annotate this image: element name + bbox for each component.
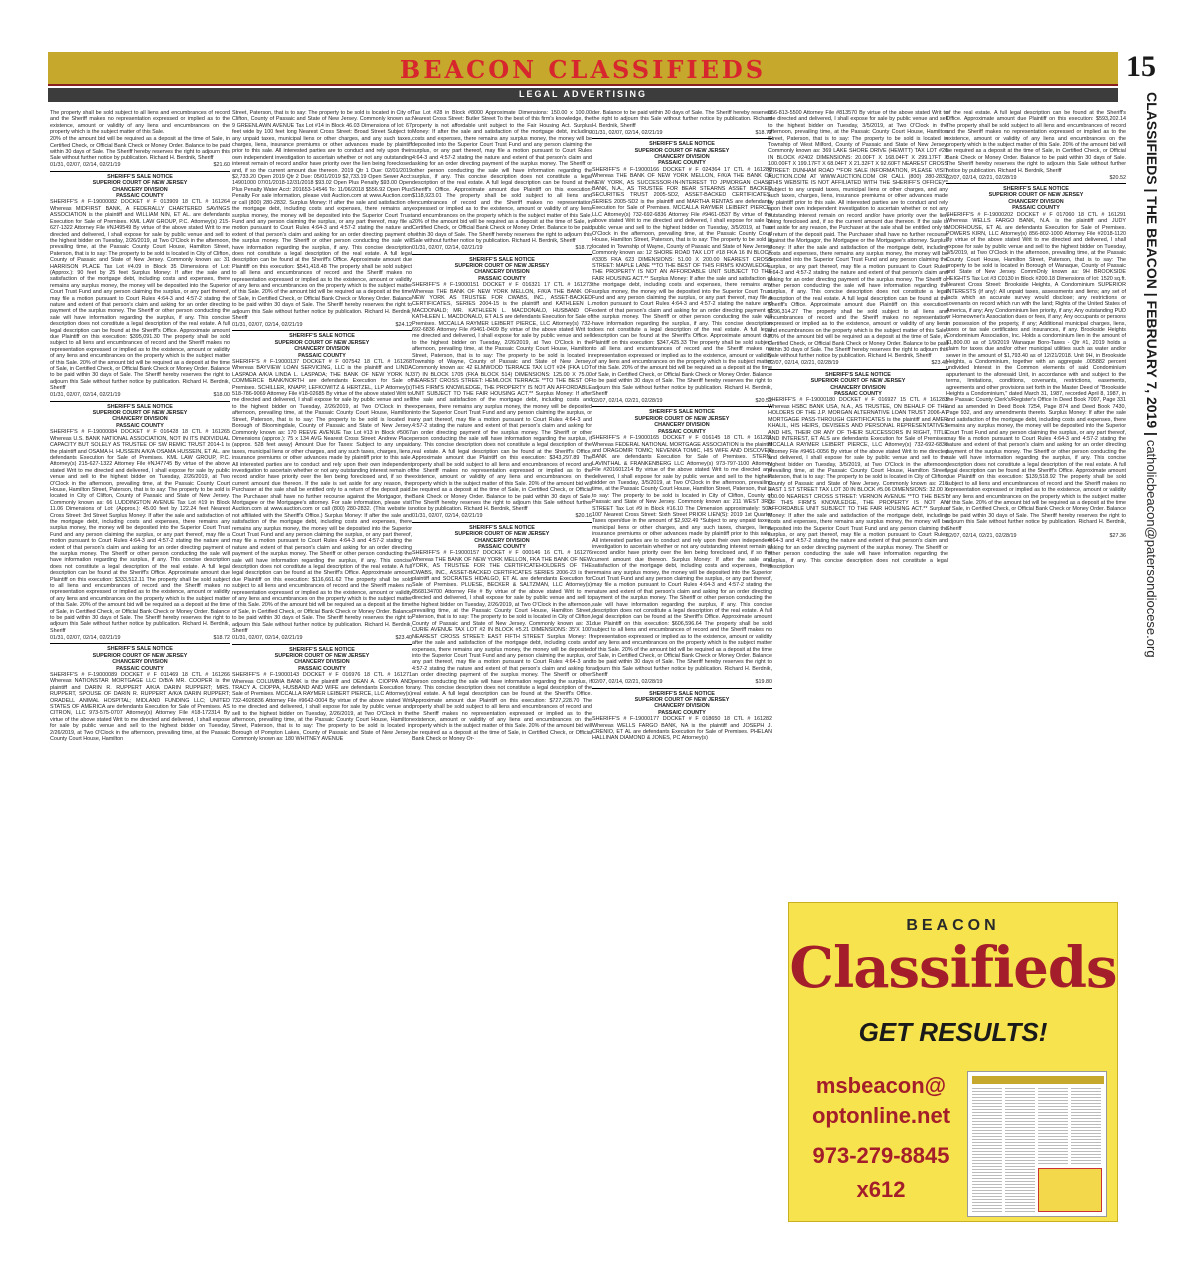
notice-text: SHERIFF'S # F-19000177 DOCKET # F 018650 18 CTL # 161282 Whereas WELLS FARGO BANK, NA is the plaintiff and JOSEPH J. CRENIO, ET AL are defendants Execution for Sale of Premises. PHELAN HALLINAN DIAMOND & JONES, PC Attorney(s) [592, 716, 772, 742]
notice-divider [232, 644, 412, 645]
notice-heading: SUPERIOR COURT OF NEW JERSEY [634, 415, 730, 422]
notice-publication-row [592, 679, 772, 685]
notice-publication-row [768, 360, 948, 366]
ad-headline: Classifieds [789, 935, 1117, 1001]
notice-divider [592, 138, 772, 139]
notice-divider [768, 369, 948, 370]
notice-heading: CHANCERY DIVISION [830, 384, 886, 391]
notice-price: $20.52 [755, 398, 772, 405]
notice-heading: SUPERIOR COURT OF NEW JERSEY [634, 696, 730, 703]
notice-heading: SUPERIOR COURT OF NEW JERSEY [92, 652, 188, 659]
ad-contact [801, 1071, 961, 1205]
notice-divider [232, 330, 412, 331]
notice-heading: SUPERIOR COURT OF NEW JERSEY [810, 378, 906, 385]
publication-dates: 01/31, 02/07, 02/14, 02/21/19 [592, 129, 663, 136]
side-strip [1122, 92, 1162, 1222]
notice-text: SHERIFF'S # F-19000151 DOCKET # F 016321 17 CTL # 161273 Whereas THE BANK OF NEW YORK MELLON, F/K/A THE BANK OF NEW YORK AS TRUSTEE FOR CWABS, INC., ASSET-BACKED CERTIFICATES, SERIES 2004-15 is the plaintiff and KATHLEEN L. MACDONALD; MR. KATHLEEN L. MACDONALD, HUSBAND OF KATHLEEN L. MACDONALD, ET ALS are defendants Execution for Sale of Premises. MCCALLA RAYMER LEIBERT PIERCE, LLC Attorney(s) 732-692-6836 Attorney File #9461-0409 By virtue of the above stated Writ to me directed and delivered, I shall expose for sale by public venue and sell to the highest bidder on Tuesday, 2/26/2019, at Two O'Clock in the afternoon, prevailing time, at the Passaic County Court House, Hamilton Street, Paterson, that is to say: The property to be sold is located in Township of Wayne, County of Passaic and State of New Jersey. Commonly known as: 42 ELMWOOD TERRACE TAX LOT #24 (FKA LOT 37) IN BLOCK 1705 (FKA BLOCK 514) DIMENSIONS: 125.00 X 75.00 NEAREST CROSS STREET: HEMLOCK TERRACE **TO THE BEST OF THIS FIRM'S KNOWLEDGE, THE PROPERTY IS NOT AN AFFORDABLE UNIT SUBJECT TO THE FAIR HOUSING ACT.** Surplus Money: If after the sale and satisfaction of the mortgage debt, including costs and expenses, there remains any surplus money, the money will be deposited into the Superior Court Trust Fund and any person claiming the surplus, or any part thereof, may file a motion pursuant to Court Rules 4:64-3 and 4:57-2 stating the nature and extent of that person's claim and asking for an order directing payment of the surplus money. The Sheriff or other person conducting the sale will have information regarding the surplus, if any. This concise description does not constitute a legal description of the real estate. A full legal description can be found at the Sheriff's Office. Approximate amount due Plaintiff on this execution: $343,297.89 The property shall be sold subject to all liens and encumbrances of record and the Sheriff makes no representation expressed or implied as to the existence, amount or validity of any liens and encumbrances on the property which is the subject matter of this Sale. 20% of the amount bid will be required as a deposit at the time of Sale, in Certified Check, or Official Bank Check or Money Order. Balance to be paid within 30 days of Sale. The Sheriff hereby reserves the right to adjourn this Sale without further notice by publication. Richard H. Berdnik, Sheriff [412, 282, 592, 513]
notice-heading: SHERIFF'S SALE NOTICE [1003, 186, 1069, 193]
side-label [1144, 92, 1160, 1222]
side-label-text: CLASSIFIEDS | THE BEACON | FEBRUARY 7, 2019 | [1144, 92, 1160, 436]
notice-heading: SUPERIOR COURT OF NEW JERSEY [454, 531, 550, 538]
notice-text: SHERIFF'S # F-19000089 DOCKET # F 011469 18 CTL # 161266 Whereas NATIONSTAR MORTGAGE LLC D/B/A MR. COOPER is the plaintiff and DARIN R. RUPPERT A/K/A DARIN RUPPERT; MRS. RUPPERT, SPOUSE OF DARIN R. RUPPERT A/K/A DARIN RUPPERT; ORADELL ANIMAL HOSPITAL; MIDLAND FUNDING LLC; UNITED STATES OF AMERICA are defendants Execution for Sale of Premises. AS CITRON, LLC 973-575-0707 Attorney(s) Attorney File #18-172314 By virtue of the above stated Writ to me directed and delivered, I shall expose for sale by public venue and sell to the highest bidder on Tuesday, 2/26/2019, at Two O'Clock in the afternoon, prevailing time, at the Passaic County Court House, Hamilton [50, 671, 230, 742]
notice-price: $18.00 [213, 392, 230, 399]
notice-heading: SHERIFF'S SALE NOTICE [107, 403, 173, 410]
notice-heading: SHERIFF'S SALE NOTICE [649, 690, 715, 697]
publication-dates: 02/07, 02/14, 02/21, 02/28/19 [592, 398, 663, 405]
thumbnail-ad-box [1038, 1168, 1102, 1212]
legal-notice [768, 110, 948, 367]
ad-email-line2[interactable]: optonline.net [811, 1103, 951, 1128]
legal-notice [412, 254, 592, 520]
legal-notice [768, 369, 948, 571]
notice-heading: PASSAIC COUNTY [116, 665, 164, 672]
publication-dates: 01/31, 02/07, 02/14, 02/21/19 [232, 635, 303, 642]
publication-dates: 02/07, 02/14, 02/21, 02/28/19 [946, 174, 1017, 181]
notice-publication-row [50, 162, 230, 168]
legal-notice [232, 110, 412, 328]
notice-heading: CHANCERY DIVISION [654, 154, 710, 161]
notice-heading: PASSAIC COUNTY [1012, 205, 1060, 212]
notice-heading: PASSAIC COUNTY [478, 544, 526, 550]
notice-text: SHERIFF'S # F-19000165 DOCKET # F 016145 18 CTL # 161281 Whereas FEDERAL NATIONAL MORTGAGE ASSOCIATION is the plaintiff and DRAGOMIR TOMIC; NEVENKA TOMIC, HIS WIFE AND DISCOVER BANK are defendants Execution for Sale of Premises. STERN, LAVINTHAL & FRANKENBERG LLC Attorney(s) 973-797-1100 Attorney File #201601214 By virtue of the above stated Writ to me directed and delivered, I shall expose for sale by public venue and sell to the highest bidder on Tuesday, 3/5/2019, at Two O'Clock in the afternoon, prevailing time, at the Passaic County Court House, Hamilton Street, Paterson, that is to say: The property to be sold is located in City of Clifton, County of Passaic and State of New Jersey. Commonly known as: 211 WEST 3RD STREET Tax Lot #9 in Block #16.10 The Dimension approximately: 50'x 100' Nearest Cross Street: Sixth Street PRIOR LIEN(S): 2019 1st Quarter Taxes open/due in the amount of $2,932.49 *Subject to any unpaid taxes, municipal liens or other charges, and any such taxes, charges, liens, insurance premiums or other advances made by plaintiff prior to this sale. All interested parties are to conduct and rely upon their own independent investigation to ascertain whether or not any outstanding interest remain of record and/or have priority over the lien being foreclosed and, if so the current amount due thereon. Surplus Money: If after the sale and satisfaction of the mortgage debt, including costs and expenses, there remains any surplus money, the money will be deposited into the Superior Court Trust Fund and any person claiming the surplus, or any part thereof, may file a motion pursuant to Court Rules 4:64-3 and 4:57-2 stating the nature and extent of that person's claim and asking for an order directing payment of the surplus money. The Sheriff or other person conducting the sale will have information regarding the surplus, if any. This concise description does not constitute a legal description of the real estate. A full legal description can be found at the Sheriff's Office. Approximate amount due Plaintiff on this execution: $606,596.64 The property shall be sold subject to all liens and encumbrances of record and the Sheriff makes no representation expressed or implied as to the existence, amount or validity of any liens and encumbrances on the property which is the subject matter of this Sale. 20% of the amount bid will be required as a deposit at the time of Sale, in Certified Check, or Official Bank Check or Money Order. Balance to be paid within 30 days of Sale. The Sheriff hereby reserves the right to adjourn this Sale without further notice by publication. Richard H. Berdnik, Sheriff [592, 435, 772, 679]
legal-column-5 [768, 110, 948, 890]
legal-notice [412, 522, 592, 743]
notice-price: $18.72 [755, 129, 772, 136]
legal-notice [412, 110, 592, 252]
thumbnail-column [1005, 1088, 1035, 1212]
notice-heading: SHERIFF'S SALE NOTICE [289, 333, 355, 340]
notice-heading: SHERIFF'S SALE NOTICE [649, 409, 715, 416]
legal-column-3 [412, 110, 592, 1210]
page-number: 15 [1126, 50, 1156, 83]
publication-dates: 01/31, 02/07, 02/14, 02/21/19 [50, 634, 121, 641]
notice-heading: PASSAIC COUNTY [116, 193, 164, 200]
ad-brand: BEACON [906, 917, 1000, 934]
notice-price: $27.36 [1109, 532, 1126, 539]
legal-notice [50, 110, 230, 169]
notice-text: Tax Lot #28 in Block #8000 Approximate Dimensions: 150.00 x 100.00 Nearest Cross Street: Butler Street To the best of this firm's knowledge, the property is not affordable unit subject to the Fair Housing Act. Surplus Money: If after the sale and satisfaction of the mortgage debt, including costs and expenses, there remains any surplus money, the money will be deposited into the Superior Court Trust Fund and any person claiming the surplus, or any part thereof, may file a motion pursuant to Court Rules 4:64-3 and 4:57-2 stating the nature and extent of that person's claim and asking for an order directing payment of the surplus money. The Sheriff or other person conducting the sale will have information regarding the surplus, if any. This concise description does not constitute a legal description of the real estate. A full legal description can be found at the Sheriff's Office. Approximate amount due Plaintiff on this execution: $118,923.01 The property shall be sold subject to all liens and encumbrances of record and the Sheriff makes no representation expressed or implied as to the existence, amount or validity of any liens and encumbrances on the property which is the subject matter of this Sale. 20% of the amount bid will be required as a deposit at the time of Sale, in Certified Check, or Official Bank Check or Money Order. Balance to be paid within 30 days of Sale. The Sheriff hereby reserves the right to adjourn this Sale without further notice by publication. Richard H. Berdnik, Sheriff [412, 110, 592, 245]
legal-notice [50, 401, 230, 642]
notice-heading: CHANCERY DIVISION [654, 422, 710, 429]
notice-price: $20.16 [575, 513, 592, 520]
notice-divider [50, 171, 230, 172]
legal-column-1 [50, 110, 230, 1210]
notice-price: $18.72 [575, 245, 592, 252]
notice-heading: SHERIFF'S SALE NOTICE [469, 524, 535, 531]
ad-extension: x612 [856, 1177, 906, 1202]
notice-heading: CHANCERY DIVISION [112, 186, 168, 193]
thumbnail-column [1071, 1088, 1101, 1164]
legal-notice [232, 644, 412, 743]
legal-notice [50, 643, 230, 742]
publication-dates: 01/31, 02/07, 02/14, 02/21/19 [412, 245, 483, 252]
notice-heading: SHERIFF'S SALE NOTICE [289, 646, 355, 653]
notice-heading: PASSAIC COUNTY [298, 352, 346, 359]
notice-publication-row [232, 635, 412, 641]
legal-column-2 [232, 110, 412, 1210]
publication-dates: 02/07, 02/14, 02/21, 02/28/19 [768, 360, 839, 367]
notice-price: $19.80 [755, 679, 772, 686]
notice-divider [50, 401, 230, 402]
notice-publication-row [412, 245, 592, 251]
notice-divider [412, 522, 592, 523]
legal-column-4 [592, 110, 772, 1210]
notice-publication-row [50, 392, 230, 398]
notice-heading: PASSAIC COUNTY [116, 422, 164, 429]
notice-heading: SUPERIOR COURT OF NEW JERSEY [92, 410, 188, 417]
notice-text: 20% of the amount bid will be required as a deposit at the time of Sale, in Certified Check, or Official Bank Check or Money Order. Balance to be paid within 30 days of Sale. The Sheriff hereby reserves the right to adjourn this Sale without further notice by publication. Richard H. Berdnik, Sheriff [50, 136, 230, 162]
ad-phone: 973-279-8845 [812, 1143, 950, 1168]
notice-heading: SUPERIOR COURT OF NEW JERSEY [634, 147, 730, 154]
publication-dates: 02/07, 02/14, 02/21, 02/28/19 [946, 532, 1017, 539]
notice-text: der. Balance to be paid within 30 days of Sale. The Sheriff hereby reserves the right to adjourn this Sale without further notice by publication. Richard H. Berdnik, Sheriff [592, 110, 772, 129]
notice-text: SHERIFF'S # F-19000082 DOCKET # F 013909 18 CTL # 161264 Whereas MIDFIRST BANK, A FEDERALLY CHARTERED SAVINGS ASSOCIATION is the plaintiff and WILLIAM NIN, ET AL. are defendants Execution for Sale of Premises. KML LAW GROUP, P.C. Attorney(s) 215-627-1322 Attorney File #NJ49549 By virtue of the above stated Writ to me directed and delivered, I shall expose for sale by public venue and sell to the highest bidder on Tuesday, 2/26/2019, at Two O'Clock in the afternoon, prevailing time, at the Passaic County Court House, Hamilton Street, Paterson, that is to say: The property to be sold is located in City of Clifton, County of Passaic and State of New Jersey. Commonly known as: 31 HARRISON PLACE Tax Lot #4.09 in Block 35 Dimensions of Lot: (Approx.): 90 feet by 25 feet Surplus Money: If after the sale and satisfaction of the mortgage debt, including costs and expenses, there remains any surplus money, the money will be deposited into the Superior Court Trust Fund and any person claiming the surplus, or any part thereof, may file a motion pursuant to Court Rules 4:64-3 and 4:57-2 stating the nature and extent of that person's claim and asking for an order directing payment of the surplus money. The Sheriff or other person conducting the sale will have information regarding the surplus, if any. This concise description does not constitute a legal description of the real estate. A full legal description can be found at the Sheriff's Office. Approximate amount due Plaintiff on this execution: $395,091.30 The property shall be sold subject to all liens and encumbrances of record and the Sheriff makes no representation expressed or implied as to the existence, amount or validity of any liens and encumbrances on the property which is the subject matter of this Sale. 20% of the amount bid will be required as a deposit at the time of Sale, in Certified Check, or Official Bank Check or Money Order. Balance to be paid within 30 days of Sale. The Sheriff hereby reserves the right to adjourn this Sale without further notice by publication. Richard H. Berdnik, Sheriff [50, 199, 230, 392]
notice-heading: CHANCERY DIVISION [654, 703, 710, 710]
legal-notice [946, 110, 1126, 181]
publication-dates: 01/31, 02/07, 02/14, 02/21/19 [412, 513, 483, 520]
publication-dates: 01/31, 02/07, 02/14, 02/21/19 [50, 392, 121, 399]
notice-text: SHERIFF'S # F-19000143 DOCKET # F 016976 18 CTL # 161271 Whereas COLUMBIA BANK is the plaintiff and DEAN A. CIOPPA AND TRACY A. CIOPPA, HUSBAND AND WIFE are defendants Execution for Sale of Premises. MCCALLA RAYMER LEIBERT PIERCE, LLC Attorney(s) 732-4926836 Attorney File #9642-0004 By virtue of the above stated Writ to me directed and delivered, I shall expose for sale by public venue and sell to the highest bidder on Tuesday, 2/26/2019, at Two O'Clock in the afternoon, prevailing time, at the Passaic County Court House, Hamilton Street, Paterson, that is to say: The property to be sold is located in Borough of Pompton Lakes, County of Passaic and State of New Jersey. Commonly known as: 180 WHITNEY AVENUE [232, 672, 412, 743]
thumbnail-column [1038, 1088, 1068, 1164]
notice-publication-row [592, 130, 772, 136]
notice-heading: CHANCERY DIVISION [1008, 198, 1064, 205]
legal-notice [592, 110, 772, 136]
notice-text: of the real estate. A full legal description can be found at the Sheriff's Office. Approximate amount due Plaintiff on this execution: $593,202.14 The property shall be sold subject to all liens and encumbrances of record and the Sheriff makes no representation expressed or implied as to the existence, amount or validity of any liens and encumbrances on the property which is the subject matter of this Sale. 20% of the amount bid will be required as a deposit at the time of Sale, in Certified Check, or Official Bank Check or Money Order. Balance to be paid within 30 days of Sale. The Sheriff hereby reserves the right to adjourn this Sale without further notice by publication. Richard H. Berdnik, Sheriff [946, 110, 1126, 174]
notice-text: SHERIFF'S # F-19000202 DOCKET # F 017060 18 CTL # 161291 Whereas WELLS FARGO BANK, N.A. is the plaintiff and JUDY MOORHOUSE, ET AL are defendants Execution for Sale of Premises. POWERS KIRN, LLC Attorney(s) 856-802-1000 Attorney File #2018-1120 By virtue of the above stated Writ to me directed and delivered, I shall expose for sale by public venue and sell to the highest bidder on Tuesday, 3/5/2019, at Two O'Clock in the afternoon, prevailing time, at the Passaic County Court House, Hamilton Street, Paterson, that is to say: The property to be sold is located in Borough of Wanaque, County of Passaic and State of New Jersey. CommOnly known as: 9H BROOKSIDE HEIGHTS Tax Lot #3 C0130 in Block #200.18 Dimensions of lot: 1520 sq.ft. Nearest Cross Street: Brookside Heights, A Condominium SUPERIOR INTERESTS (if any): All unpaid taxes, assessments and liens; any set of facts which an accurate survey would disclose; any restrictions or covenants on record which run with the land; Rights of the United States of America, if any; Any Condominium lien priority, if any; Any outstanding PUD or Homeowner's Association dues or fees, if any; Any occupants or persons in possession of the property, if any; Additional municipal charges, liens, taxes or tax sale certificates and insurances, if any. Brookside Heights Condominium Association, Inc. Holds a condominium lien in the amount of $1,800.00 as of 1/9/2019 Wanaque Boro-Taxes - Qtr #1, 2019 holds a claim for taxes due and/or other municipal utilities such as water and/or sewer in the amount of $1,793.40 as of 12/21/2018. Unit 9H, in Brookside Heights, a Condominium, together with an aggregate .005882 percent undivided Interest in the Common elements of said Condominium appurtenant to the aforesaid Unit, in accordance with and subject to the terms, limitations, conditions, covenants, restrictions, easements, agreements and other provisions set forth in the Master Deed of "Brookside Heights a Condominium," dated March 31, 1987, recorded April 8, 1987, in the Passaic County Clerk's/Register's Office In Deed Book 7097, Page 331 and as amended in Deed Book 7254, Page 874 and Deed Book 7430, Page 932, and any amendments thereto. Surplus Money: If after the sale and satisfaction of the mortgage debt, including costs and expenses, there remains any surplus money, the money will be deposited into the Superior Court Trust Fund and any person claiming the surplus, or any part thereof, may file a motion pursuant to Court Rules 4:64-3 and 4:57-2 stating the nature and extent of that person's claim and asking for an order directing payment of the surplus money. The Sheriff or other person conducting the sale will have information regarding the surplus, if any. This concise description does not constitute a legal description of the real estate. A full legal description can be found at the Sheriff's Office. Approximate amount due Plaintiff on this execution: $139,518.92 The property shall be sold subject to all liens and encumbrances of record and the Sheriff makes no representation expressed or implied as to the existence, amount or validity of any liens and encumbrances on the property which is the subject matter of this Sale. 20% of the amount bid will be required as a deposit at the time of Sale, in Certified Check, or Official Bank Check or Money Order. Balance to be paid within 30 days of Sale. The Sheriff hereby reserves the right to adjourn this Sale without further notice by publication. Richard H. Berdnik, Sheriff [946, 211, 1126, 532]
notice-heading: SUPERIOR COURT OF NEW JERSEY [274, 339, 370, 346]
notice-text: SHERIFF'S # F-19000084 DOCKET # F 016428 18 CTL # 161265 Whereas U.S. BANK NATIONAL ASSOCIATION, NOT IN ITS INDIVIDUAL CAPACITY BUT SOLELY AS TRUSTEE OF SW REMIC TRUST 2014-1 is the plaintiff and OSAMA H. HUSSEIN A/K/A OSAMA HUSSEIN, ET AL. are defendants Execution for Sale of Premises. KML LAW GROUP, P.C. Attorney(s) 215-627-1322 Attorney File #NJ47745 By virtue of the above stated Writ to me directed and delivered, I shall expose for sale by public venue and sell to the highest bidder on Tuesday, 2/26/2019, at Two O'Clock in the afternoon, prevailing time, at the Passaic County Court House, Hamilton Street, Paterson, that is to say: The property to be sold is located in City of Clifton, County of Passaic and State of New Jersey. Commonly known as: 66 LUDDINGTON AVENUE Tax Lot #19 in Block 11.06 Dimensions of Lot: (Approx.): 45.00 feet by 122.24 feet Nearest Cross Street: 3rd Street Surplus Money: If after the sale and satisfaction of the mortgage debt, including costs and expenses, there remains any surplus money, the money will be deposited into the Superior Court Trust Fund and any person claiming the surplus, or any part thereof, may file a motion pursuant to Court Rules 4:64-3 and 4:57-2 stating the nature and extent of that person's claim and asking for an order directing payment of the surplus money. The Sheriff or other person conducting the sale will have information regarding the surplus, if any. This concise description does not constitute a legal description of the real estate. A full legal description can be found at the Sheriff's Office. Approximate amount due Plaintiff on this execution: $333,512.11 The property shall be sold subject to all liens and encumbrances of record and the Sheriff makes no representation expressed or implied as to the existence, amount or validity of any liens and encumbrances on the property which is the subject matter of this Sale. 20% of the amount bid will be required as a deposit at the time of Sale, in Certified Check, or Official Bank Check or Money Order. Balance to be paid within 30 days of Sale. The Sheriff hereby reserves the right to adjourn this Sale without further notice by publication. Richard H. Berdnik, Sheriff [50, 429, 230, 634]
ad-email-line1[interactable]: msbeacon@ [815, 1073, 947, 1098]
notice-heading: SHERIFF'S SALE NOTICE [107, 173, 173, 180]
notice-price: $23.40 [395, 635, 412, 642]
notice-heading: PASSAIC COUNTY [658, 160, 706, 167]
notice-heading: CHANCERY DIVISION [474, 537, 530, 544]
notice-heading: SHERIFF'S SALE NOTICE [649, 141, 715, 148]
notice-price: $21.60 [213, 162, 230, 169]
notice-heading: SHERIFF'S SALE NOTICE [825, 371, 891, 378]
thumbnail-column [972, 1088, 1002, 1212]
notice-divider [946, 183, 1126, 184]
notice-heading: CHANCERY DIVISION [294, 346, 350, 353]
notice-heading: PASSAIC COUNTY [658, 428, 706, 435]
notice-heading: SHERIFF'S SALE NOTICE [107, 646, 173, 653]
notice-heading: PASSAIC COUNTY [834, 391, 882, 398]
notice-text: SHERIFF'S # F-19000157 DOCKET # F 000146 16 CTL # 161276 Whereas THE BANK OF NEW YORK MELLON, FKA THE BANK OF NEW YORK, AS TRUSTEE FOR THE CERTIFICATEHOLDERS OF THE CWABS, INC., ASSET-BACKED CERTIFICATES SERIES 2006-23 is the plaintiff and SOCRATES HIDALGO, ET AL are defendants Execution for Sale of Premises. PLUESE, BECKER & SALTZMAN, LLC Attorney(s) 8568134700 Attorney File # By virtue of the above stated Writ to me directed and delivered, I shall expose for sale by public venue and sell to the highest bidder on Tuesday, 2/26/2019, at Two O'Clock in the afternoon, prevailing time, at the Passaic County Court House, Hamilton Street, Paterson, that is to say: The property to be sold is located in City of Clifton, County of Passaic and State of New Jersey. Commonly known as: 31 CURIE AVENUE TAX LOT #2 IN BLOCK #5.21 DIMENSIONS: 35'X 100' NEAREST CROSS STREET: EAST FIFTH STREET Surplus Money: If after the sale and satisfaction of the mortgage debt, including costs and expenses, there remains any surplus money, the money will be deposited into the Superior Court Trust Fund and any person claiming the surplus, or any part thereof, may file a motion pursuant to Court Rules 4:64-3 and 4:57-2 stating the nature and extent of that person's claim and asking for an order directing payment of the surplus money. The Sheriff or other person conducting the sale will have information regarding the surplus, if any. This concise description does not constitute a legal description of the real estate. A full legal description can be found at the Sheriff's Office. Approximate amount due Plaintiff on this execution: $727,228.70 The property shall be sold subject to all liens and encumbrances of record and the Sheriff makes no representation expressed or implied as to the existence, amount or validity of any liens and encumbrances on the property which is the subject matter of this Sale. 20% of the amount bid will be required as a deposit at the time of Sale, in Certified Check, or Official Bank Check or Money Or- [412, 550, 592, 743]
section-title: BEACON CLASSIFIEDS [399, 55, 767, 84]
notice-heading: CHANCERY DIVISION [112, 416, 168, 423]
notice-publication-row [946, 533, 1126, 539]
notice-publication-row [232, 322, 412, 328]
legal-notice [592, 138, 772, 404]
notice-text: SHERIFF'S # F-19000180 DOCKET # F 016927 15 CTL # 161283 Whereas HSBC BANK USA, N.A., AS TRUSTEE, ON BEHALF OF THE HOLDERS OF THE J.P. MORGAN ALTERNATIVE LOAN TRUST 2006-A7 MORTGAGE PASS-THROUGH CERTIFICATES is the plaintiff and AMER KHALIL, HIS HEIRS, DEVISEES AND PERSONAL REPRESENTATIVES AND HIS, THEIR OR ANY OF THEIR SUCCESSORS IN RIGHT, TITLE AND INTEREST, ET ALS are defendants Execution for Sale of Premises. MCCALLA RAYMER LEIBERT PIERCE, LLC Attorney(s) 732-692-6836 Attorney File #9461-0056 By virtue of the above stated Writ to me directed and delivered, I shall expose for sale by public venue and sell to the highest bidder on Tuesday, 3/5/2019, at Two O'Clock in the afternoon, prevailing time, at the Passaic County Court House, Hamilton Street, Paterson, that is to say: The property to be sold is located in City of Clifton, County of Passaic and State of New Jersey. Commonly known as: 216 EAST 1 ST STREET TAX LOT 30 IN BLOCK #5.06 DIMENSIONS: 32.00 X 100.00 NEAREST CROSS STREET: VERNON AVENUE **TO THE BEST OF THIS FIRM'S KNOWLEDGE, THE PROPERTY IS NOT AN AFFORDABLE UNIT SUBJECT TO THE FAIR HOUSING ACT.** Surplus Money: If after the sale and satisfaction of the mortgage debt, including costs and expenses, there remains any surplus money, the money will be deposited into the Superior Court Trust Fund and any person claiming the surplus, or any part thereof, may file a motion pursuant to Court Rules 4:64-3 and 4:57-2 stating the nature and extent of that person's claim and asking for an order directing payment of the surplus money. The Sheriff or other person conducting the sale will have information regarding the surplus, if any. This concise description does not constitute a legal description [768, 397, 948, 571]
legal-notice [592, 688, 772, 742]
publication-dates: 01/31, 02/07, 02/14, 02/21/19 [232, 322, 303, 328]
notice-divider [592, 406, 772, 407]
notice-publication-row [592, 398, 772, 404]
classifieds-ad [788, 902, 1118, 1222]
notice-text: SHERIFF'S # F-19000166 DOCKET # F 024364 17 CTL # 161280 Whereas THE BANK OF NEW YORK MELLON, F/K/A THE BANK OF NEW YORK, AS SUCCESSOR-IN-INTEREST TO JPMORGAN CHASE BANK, N.A., AS TRUSTEE FOR BEAR STEARNS ASSET BACKED SECURITIES TRUST 2005-SD2, ASSET-BACKED CERTIFICATES, SERIES 2005-SD2 is the plaintiff and MARTHA RENTAS are defendants Execution for Sale of Premises. MCCALLA RAYMER LEIBERT PIERCE, LLC Attorney(s) 732-692-6836 Attorney File #9461-0537 By virtue of the above stated Writ to me directed and delivered, I shall expose for sale by public venue and sell to the highest bidder on Tuesday, 3/5/2019, at Two O'Clock in the afternoon, prevailing time, at the Passaic County Court House, Hamilton Street, Paterson, that is to say: The property to be sold is located in Township of Wayne, County of Passaic and State of New Jersey. Commonly known as: 12 SHORE ROAD TAX LOT #18 FKA 16 IN BLOCK #3305 FKA 623 DIMENSIONS: 51.00 X 200.00 NEAREST CROSS STREET: MAPLE LANE **TO THE BEST OF THIS FIRM'S KNOWLEDGE, THE PROPERTY IS NOT AN AFFORDABLE UNIT SUBJECT TO THE FAIR HOUSING ACT.** Surplus Money: If after the sale and satisfaction of the mortgage debt, including costs and expenses, there remains any surplus money, the money will be deposited into the Superior Court Trust Fund and any person claiming the surplus, or any part thereof, may file a motion pursuant to Court Rules 4:64-3 and 4:57-2 stating the nature and extent of that person's claim and asking for an order directing payment of the surplus money. The Sheriff or other person conducting the sale will have information regarding the surplus, if any. This concise description does not constitute a legal description of the real estate. A full legal description can be found at the Sheriff's Office. Approximate amount due Plaintiff on this execution: $347,425.33 The property shall be sold subject to all liens and encumbrances of record and the Sheriff makes no representation expressed or implied as to the existence, amount or validity of any liens and encumbrances on the property which is the subject matter of this Sale. 20% of the amount bid will be required as a deposit at the time of Sale, in Certified Check, or Official Bank Check or Money Order. Balance to be paid within 30 days of Sale. The Sheriff hereby reserves the right to adjourn this Sale without further notice by publication. Richard H. Berdnik, Sheriff [592, 166, 772, 398]
legal-notice [50, 171, 230, 399]
legal-notice [232, 330, 412, 641]
publication-dates: 02/07, 02/14, 02/21, 02/28/19 [592, 679, 663, 686]
legal-notice [592, 406, 772, 685]
notice-publication-row [50, 635, 230, 641]
notice-price: $23.40 [931, 360, 948, 367]
notice-publication-row [412, 513, 592, 519]
notice-price: $18.72 [213, 634, 230, 641]
notice-heading: PASSAIC COUNTY [658, 709, 706, 716]
notice-heading: PASSAIC COUNTY [478, 275, 526, 282]
legal-notice [946, 183, 1126, 539]
notice-heading: CHANCERY DIVISION [474, 269, 530, 276]
notice-heading: SUPERIOR COURT OF NEW JERSEY [274, 652, 370, 659]
section-subtitle: LEGAL ADVERTISING [518, 89, 647, 99]
legal-column-6 [946, 110, 1126, 890]
notice-heading: CHANCERY DIVISION [112, 659, 168, 666]
notice-text: 856-813-5500 Attorney File #813570 By virtue of the above stated Writ to me directed and delivered, I shall expose for sale by public venue and sell to the highest bidder on Tuesday, 3/5/2019, at Two O'Clock in the afternoon, prevailing time, at the Passaic County Court House, Hamilton Street, Paterson, that is to say: The property to be sold is located in Township of West Milford, County of Passaic and State of New Jersey. Commonly known as: 369 LAKE SHORE DRIVE (HEWITT) TAX LOT #26 IN BLOCK #2402 DIMENSIONS: 20.00FT X 168.04FT X 299.17FT X 100.00FT X 199.17FT X 68.04FT X 21.32FT X 92.60FT NEAREST CROSS STREET: DUNHAM ROAD **FOR SALE INFORMATION, PLEASE VISIT AUCTION.COM AT WWW.AUCTION.COM OR CALL (800) 280-2832 (THIS WEBSITE IS NOT AFFILIATED WITH THE SHERIFF'S OFFICE)** Subject to any unpaid taxes, municipal liens or other charges, and any such taxes, charges, liens, insurance premiums or other advances made by plaintiff prior to this sale. All interested parties are to conduct and rely upon their own independent investigation to ascertain whether or not any outstanding interest remain on record and/or have priority over the lien being foreclosed and, if so the current amount due thereon. If the sale is set aside for any reason, the Purchaser at the sale shall be entitled only to a return of the deposit paid. The Purchaser shall have no further recourse against the Mortgagor, the Mortgagee or the Mortgagee's attorney. Surplus Money: If after the sale and satisfaction of the mortgage debt, including costs and expenses, there remains any surplus money, the money will be deposited into the Superior Court Trust Fund and any person claiming the surplus, or any part thereof, may file a motion pursuant to Court Rules 4:64-3 and 4:57-2 stating the nature and extent of that person's claim and asking for an order directing payment of the surplus money. The Sheriff or other person conducting the sale will have information regarding the surplus, if any. This concise description does not constitute a legal description of the real estate. A full legal description can be found at the Sheriff's Office. Approximate amount due Plaintiff on this execution: $296,314.27 The property shall be sold subject to all liens and encumbrances of record and the Sheriff makes no representation expressed or implied as to the existence, amount or validity of any liens and encumbrances on the property which is the subject matter of this Sale. 20% of the amount bid will be required as a deposit at the time of Sale, in Certified Check, or Official Bank Check or Money Order. Balance to be paid within 30 days of Sale. The Sheriff hereby reserves the right to adjourn this Sale without further notice by publication. Richard H. Berdnik, Sheriff [768, 110, 948, 360]
notice-divider [412, 254, 592, 255]
page-thumbnail-image [967, 1071, 1107, 1217]
notice-heading: SUPERIOR COURT OF NEW JERSEY [92, 180, 188, 187]
notice-text: Street, Paterson, that is to say: The property to be sold is located in City of Clifton, County of Passaic and State of New Jersey. Commonly known as: 9 GREENLAWN AVENUE Tax Lot #14 in Block 46.03 Dimensions of lot: 67 feet wide by 100 feet long Nearest Cross Street: Broad Street Subject to any unpaid taxes, municipal liens or other charges, and any such taxes, charges, liens, insurance premiums or other advances made by plaintiff prior to this sale. All interested parties are to conduct and rely upon their own independent investigation to ascertain whether or not any outstanding interest remain of record and/or have priority over the lien being foreclosed and, if so the current amount due thereon. 2019 Qtr 1 Due: 02/01/2019 $2,733.20 Open 2019 Qtr 2 Due: 05/01/2019 $2,733.19 Open Sewer Acct: 14901000 07/01/2018-12/31/2018 $93.02 Open Plus Penalty $93.00 Open Plus Penalty Water Acct: 201653-14546 To: 11/06/2018 $556.92 Open Plus Penalty For sale information, please visit Auction.com at www.Auction.com or call (800) 280-2832. Surplus Money: If after the sale and satisfaction of the mortgage debt, including costs and expenses, there remains any surplus money, the money will be deposited into the Superior Court Trust Fund and any person claiming the surplus, or any part thereof, may file a motion pursuant to Court Rules 4:64-3 and 4:57-2 stating the nature and extent of that person's claim and asking for an order directing payment of the surplus money. The Sheriff or other person conducting the sale will have information regarding the surplus, if any. This concise description does not constitute a legal description of the real estate. A full legal description can be found at the Sheriff's Office. Approximate amount due Plaintiff on this execution: $541,418.48 The property shall be sold subject to all liens and encumbrances of record and the Sheriff makes no representation expressed or implied as to the existence, amount or validity of any liens and encumbrances on the property which is the subject matter of this Sale. 20% of the amount bid will be required as a deposit at the time of Sale, in Certified Check, or Official Bank Check or Money Order. Balance to be paid within 30 days of Sale. The Sheriff hereby reserves the right to adjourn this Sale without further notice by publication. Richard H. Berdnik, Sheriff [232, 110, 412, 321]
notice-text: SHERIFF'S # F-19000137 DOCKET # F 007542 18 CTL # 161268 Whereas BAYVIEW LOAN SERVICING, LLC is the plaintiff and LINDA LASPADA A/K/A LINDA L. LASPADA; THE BANK OF NEW YORK NJ COMMERCE BANK/NORTH are defendants Execution for Sale of Premises. SCHILLER, KNAPP, LEFKOWITZ & HERTZEL, LLP Attorney(s) 518-786-9069 Attorney File #18-02685 By virtue of the above stated Writ to me directed and delivered, I shall expose for sale by public venue and sell to the highest bidder on Tuesday, 2/26/2019, at Two O'Clock in the afternoon, prevailing time, at the Passaic County Court House, Hamilton Street, Paterson, that is to say: The property to be sold is located in Borough of Bloomingdale, County of Passaic and State of New Jersey. Commonly known as: 170 REEVE AVENUE Tax Lot #13 in Block #5067 Dimensions (approx.): 75 x 134 AVG Nearest Cross Street: Andrew Place (approx. 528 feet away) Amount Due for Taxes: Subject to any unpaid taxes, municipal liens or other charges, and any such taxes, charges, liens, insurance premiums or other advances made by plaintiff prior to this sale. All interested parties are to conduct and rely upon their own independent investigation to ascertain whether or not any outstanding interest remain of record and/or have priority over the lien being foreclosed and, if so the current amount due thereon. If the sale is set aside for any reason, the Purchaser at the sale shall be entitled only to a return of the deposit paid. The Purchaser shall have no further recourse against the Mortgagor, the Mortgagee or the Mortgagee's attorney. For sale information, please visit Auction.com at www.auction.com or call (800) 280-2832. (This website is not affiliated with the Sheriff's Office.) Surplus Money: If after the sale and satisfaction of the mortgage debt, including costs and expenses, there remains any surplus money, the money will be deposited into the Superior Court Trust Fund and any person claiming the surplus, or any part thereof, may file a motion pursuant to Court Rules 4:64-3 and 4:57-2 stating the nature and extent of that person's claim and asking for an order directing payment of the surplus money. The Sheriff or other person conducting the sale will have information regarding the surplus, if any. This concise description does not constitute a legal description of the real estate. A full legal description can be found at the Sheriff's Office. Approximate amount due Plaintiff on this execution: $116,661.62 The property shall be sold subject to all liens and encumbrances of record and the Sheriff makes no representation expressed or implied as to the existence, amount or validity of any liens and encumbrances on the property which is the subject matter of this Sale. 20% of the amount bid will be required as a deposit at the time of Sale, in Certified Check, or Official Bank Check or Money Order. Balance to be paid within 30 days of Sale. The Sheriff hereby reserves the right to adjourn this Sale without further notice by publication. Richard H. Berdnik, Sheriff [232, 359, 412, 635]
notice-price: $24.12 [395, 322, 412, 328]
header-banner [48, 52, 1118, 86]
notice-publication-row [946, 175, 1126, 181]
notice-heading: CHANCERY DIVISION [294, 659, 350, 666]
notice-heading: SHERIFF'S SALE NOTICE [469, 256, 535, 263]
notice-heading: SUPERIOR COURT OF NEW JERSEY [454, 262, 550, 269]
notice-divider [50, 643, 230, 644]
publication-dates: 01/31, 02/07, 02/14, 02/21/19 [50, 162, 121, 169]
notice-text: The property shall be sold subject to all liens and encumbrances of record and the Sheriff makes no representation expressed or implied as to the existence, amount or validity of any liens and encumbrances on the property which is the subject matter of this Sale. [50, 110, 230, 136]
ad-tagline: GET RESULTS! [858, 1017, 1048, 1047]
notice-divider [592, 688, 772, 689]
side-url-link[interactable]: catholicbeacon@patersondiocese.org [1144, 439, 1159, 658]
notice-price: $20.52 [1109, 174, 1126, 181]
subheader-bar [48, 88, 1118, 102]
notice-heading: SUPERIOR COURT OF NEW JERSEY [988, 192, 1084, 199]
thumbnail-banner [972, 1076, 1104, 1084]
notice-heading: PASSAIC COUNTY [298, 665, 346, 672]
